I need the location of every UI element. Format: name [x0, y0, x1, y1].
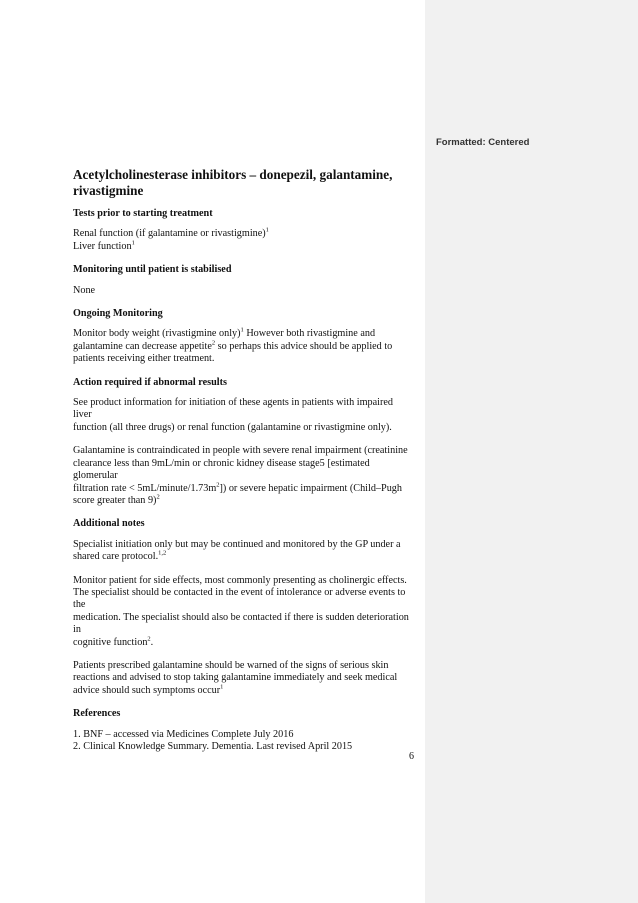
document-title: Acetylcholinesterase inhibitors – donepezil, galantamine, rivastigmine: [73, 167, 393, 198]
action-paragraph-1: See product information for initiation of these agents in patients with impaired liver function (all three drugs) or renal function (galantamine or rivastigmine only).: [73, 397, 393, 433]
heading-monitoring: Monitoring until patient is stabilised: [73, 264, 232, 276]
action-paragraph-2: Galantamine is contraindicated in people with severe renal impairment (creatinine clearance less than 9mL/min or chronic kidney disease stage5 [estimated glomerular filtration rate < $5mL/minute/1.73m^2$]) or severe hepatic impairment (Child–Pugh score greater than 9)$^2$: [73, 445, 408, 506]
ongoing-text: Monitor body weight (rivastigmine only)$^1$ However both rivastigmine and galantamine can decrease appetite$^2$ so perhaps this advice should be applied to patients receiving either treatment.: [73, 327, 393, 365]
reference-item: 1. BNF – accessed via Medicines Complete July 2016: [73, 728, 294, 740]
monitoring-text: None: [73, 284, 96, 296]
heading-references: References: [73, 708, 121, 720]
notes-paragraph-1: Specialist initiation only but may be continued and monitored by the GP under a shared care protocol.$^{1,2}$: [73, 538, 401, 563]
document-body: [73, 167, 413, 764]
formatting-comment[interactable]: Formatted: Centered: [436, 137, 530, 148]
notes-paragraph-2: Monitor patient for side effects, most commonly presenting as cholinergic effects. The specialist should be contacted in the event of intolerance or adverse events to the medication. The specialist should also be contacted if there is sudden deterioration in cognitive function$^2$.: [73, 574, 409, 648]
heading-notes: Additional notes: [73, 518, 145, 530]
notes-paragraph-3: Patients prescribed galantamine should be warned of the signs of serious skin reactions and advised to stop taking galantamine immediately and seek medical advice should such symptoms occur$^1$: [73, 659, 398, 696]
references-list: [73, 729, 413, 754]
heading-action: Action required if abnormal results: [73, 376, 227, 388]
heading-ongoing: Ongoing Monitoring: [73, 308, 163, 320]
page-number: 6: [409, 751, 414, 762]
reference-item: 2. Clinical Knowledge Summary. Dementia. Last revised April 2015: [73, 741, 353, 752]
tests-list: Renal function (if galantamine or rivastigmine)$^1$ Liver function$^1$: [73, 227, 269, 252]
heading-tests: Tests prior to starting treatment: [73, 208, 213, 219]
comment-margin-pane: [425, 0, 638, 903]
